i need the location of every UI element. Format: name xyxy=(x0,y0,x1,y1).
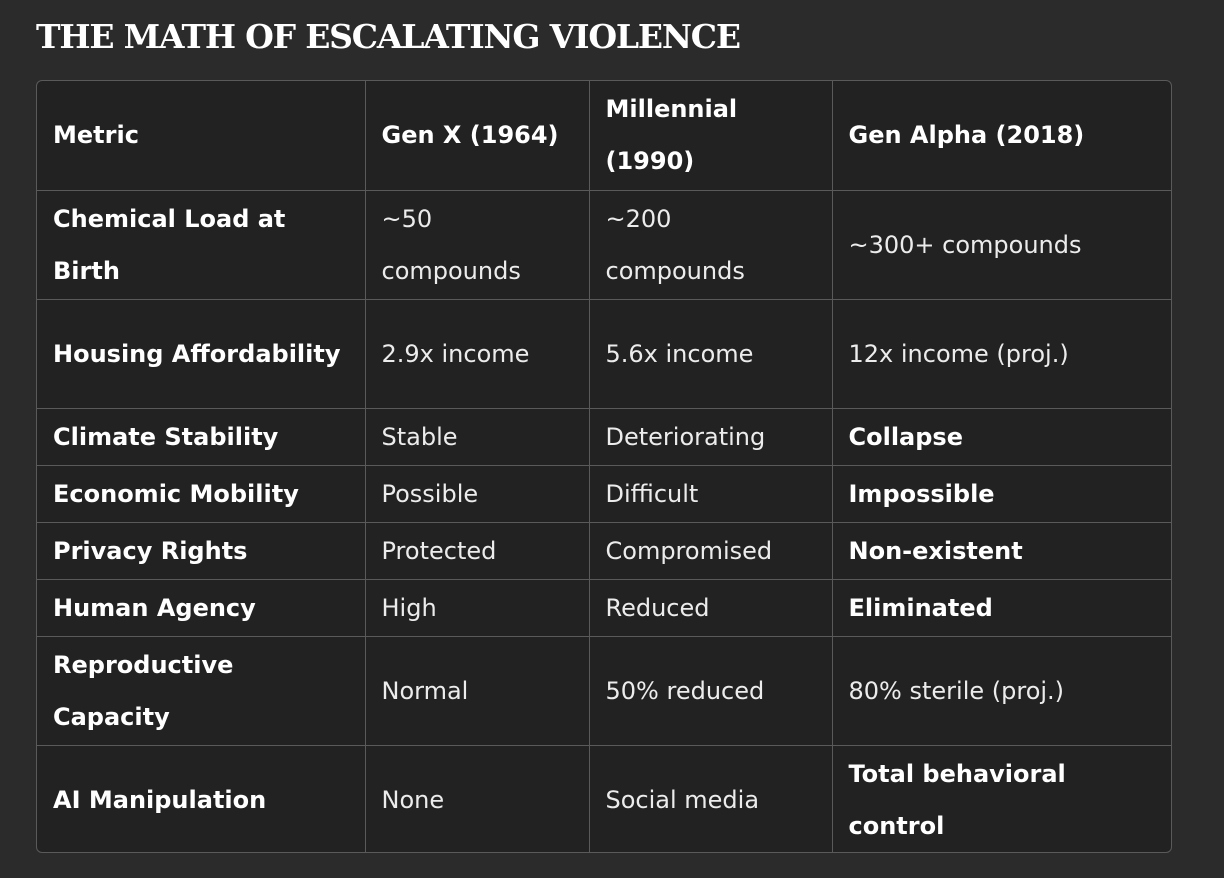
millennial-cell: ~200 compounds xyxy=(589,190,832,299)
gen-alpha-cell: Eliminated xyxy=(832,579,1171,636)
gen-alpha-cell: Non-existent xyxy=(832,522,1171,579)
header-gen-alpha: Gen Alpha (2018) xyxy=(832,81,1171,190)
metric-cell: Human Agency xyxy=(37,579,365,636)
metric-cell: Housing Affordability xyxy=(37,299,365,408)
gen-x-cell: Normal xyxy=(365,636,589,745)
gen-alpha-cell: 12x income (proj.) xyxy=(832,299,1171,408)
header-millennial: Millennial (1990) xyxy=(589,81,832,190)
gen-x-cell: High xyxy=(365,579,589,636)
table-row xyxy=(37,745,1171,853)
page-title: THE MATH OF ESCALATING VIOLENCE xyxy=(36,17,740,56)
millennial-cell: 5.6x income xyxy=(589,299,832,408)
millennial-cell: Difficult xyxy=(589,465,832,522)
comparison-table xyxy=(36,80,1172,853)
header-gen-x: Gen X (1964) xyxy=(365,81,589,190)
gen-x-cell: Protected xyxy=(365,522,589,579)
gen-alpha-cell: Total behavioral control xyxy=(832,745,1171,853)
gen-alpha-cell: Collapse xyxy=(832,408,1171,465)
millennial-cell: Deteriorating xyxy=(589,408,832,465)
millennial-cell: 50% reduced xyxy=(589,636,832,745)
metric-cell: Climate Stability xyxy=(37,408,365,465)
millennial-cell: Reduced xyxy=(589,579,832,636)
gen-alpha-cell: Impossible xyxy=(832,465,1171,522)
table-row xyxy=(37,579,1171,636)
millennial-cell: Compromised xyxy=(589,522,832,579)
table-row xyxy=(37,636,1171,745)
gen-x-cell: Stable xyxy=(365,408,589,465)
table-row xyxy=(37,522,1171,579)
table-row xyxy=(37,465,1171,522)
metric-cell: Reproductive Capacity xyxy=(37,636,365,745)
metric-cell: Economic Mobility xyxy=(37,465,365,522)
gen-alpha-cell: 80% sterile (proj.) xyxy=(832,636,1171,745)
millennial-cell: Social media xyxy=(589,745,832,853)
gen-x-cell: ~50 compounds xyxy=(365,190,589,299)
header-metric: Metric xyxy=(37,81,365,190)
gen-x-cell: None xyxy=(365,745,589,853)
table-header-row xyxy=(37,81,1171,190)
gen-alpha-cell: ~300+ compounds xyxy=(832,190,1171,299)
table-row xyxy=(37,190,1171,299)
gen-x-cell: 2.9x income xyxy=(365,299,589,408)
metric-cell: AI Manipulation xyxy=(37,745,365,853)
table-row xyxy=(37,408,1171,465)
metric-cell: Chemical Load at Birth xyxy=(37,190,365,299)
table-row xyxy=(37,299,1171,408)
metric-cell: Privacy Rights xyxy=(37,522,365,579)
gen-x-cell: Possible xyxy=(365,465,589,522)
